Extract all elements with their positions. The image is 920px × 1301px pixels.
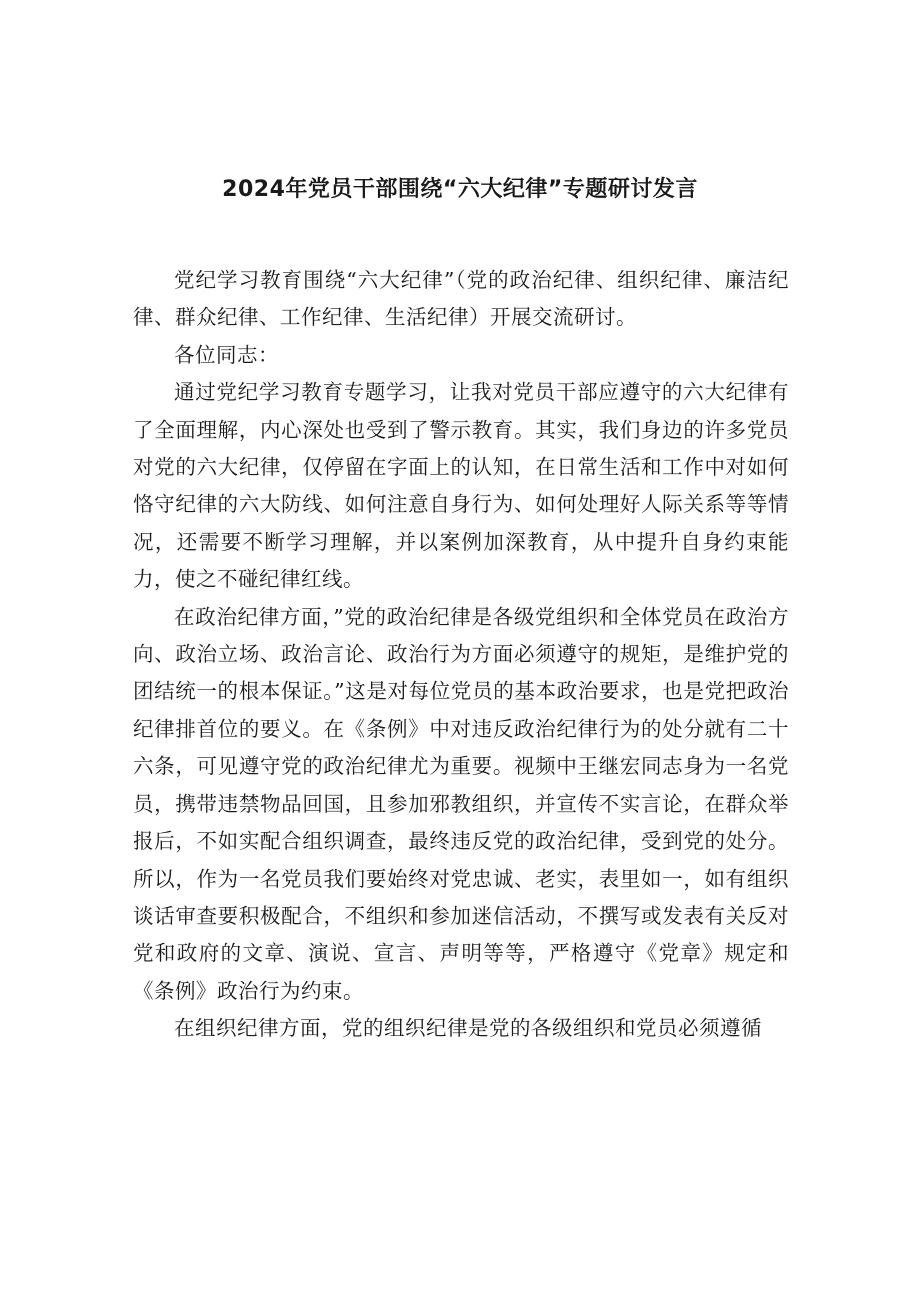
paragraph-intro: 党纪学习教育围绕“六大纪律”（党的政治纪律、组织纪律、廉洁纪律、群众纪律、工作纪律、生活纪律）开展交流研讨。 [133,268,789,330]
paragraph-overview: 通过党纪学习教育专题学习，让我对党员干部应遵守的六大纪律有了全面理解，内心深处也受到了警示教育。其实，我们身边的许多党员对党的六大纪律，仅停留在字面上的认知，在日常生活和工作中对如何恪守纪律的六大防线、如何注意自身行为、如何处理好人际关系等等情况，还需要不断学习理解，并以案例加深教育，从中提升自身约束能力，使之不碰纪律红线。 [133,380,789,592]
paragraph-organizational-discipline: 在组织纪律方面，党的组织纪律是党的各级组织和党员必须遵循 [174,1016,762,1041]
document-title: 2024年党员干部围绕“六大纪律”专题研讨发言 [222,177,698,202]
paragraph-salutation: 各位同志： [174,342,279,367]
paragraph-political-discipline: 在政治纪律方面，”党的政治纪律是各级党组织和全体党员在政治方向、政治立场、政治言论、政治行为方面必须遵守的规矩，是维护党的团结统一的根本保证。”这是对每位党员的基本政治要求，也是党把政治纪律排首位的要义。在《条例》中对违反政治纪律行为的处分就有二十六条，可见遵守党的政治纪律尤为重要。视频中王继宏同志身为一名党员，携带违禁物品回国，且参加邪教组织，并宣传不实言论，在群众举报后，不如实配合组织调查，最终违反党的政治纪律，受到党的处分。所以，作为一名党员我们要始终对党忠诚、老实，表里如一，如有组织谈话审查要积极配合，不组织和参加迷信活动，不撰写或发表有关反对党和政府的文章、演说、宣言、声明等等，严格遵守《党章》规定和《条例》政治行为约束。 [133,604,789,1003]
document-body [133,262,789,1048]
